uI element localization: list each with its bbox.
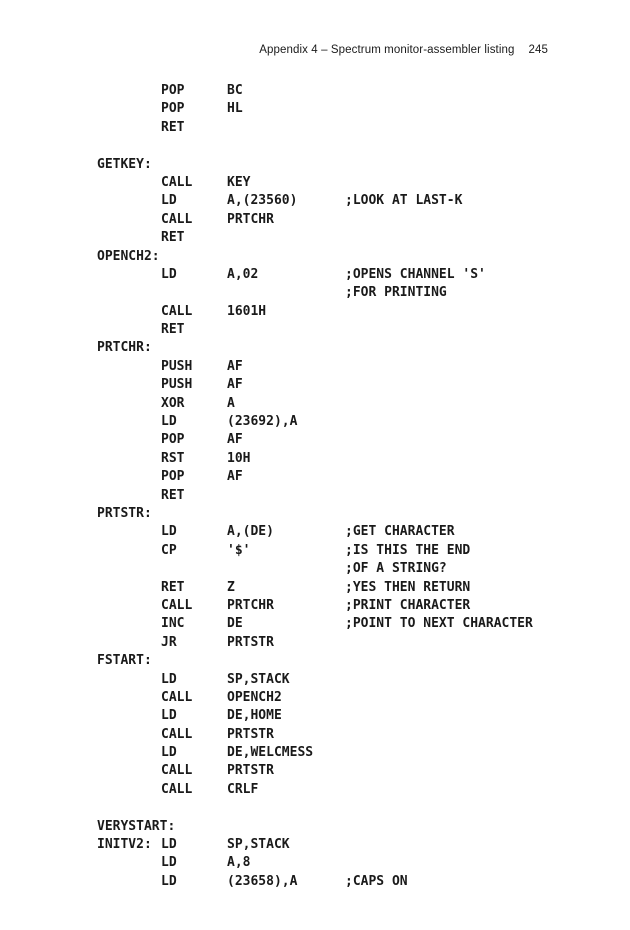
listing-line (0, 560, 630, 578)
comment: ;CAPS ON (345, 873, 408, 889)
opcode: LD (161, 837, 177, 853)
opcode: CALL (161, 303, 193, 319)
opcode: LD (161, 873, 177, 889)
listing-line (0, 523, 630, 541)
opcode: LD (161, 266, 177, 282)
listing-line (0, 339, 630, 357)
opcode: LD (161, 414, 177, 430)
operand: DE (227, 616, 243, 632)
opcode: PUSH (161, 358, 193, 374)
operand: SP,STACK (227, 671, 290, 687)
operand: OPENCH2 (227, 689, 282, 705)
assembler-listing (0, 82, 630, 891)
listing-line (0, 707, 630, 725)
listing-line (0, 284, 630, 302)
comment: ;OF A STRING? (345, 561, 447, 577)
listing-line (0, 799, 630, 817)
operand: AF (227, 377, 243, 393)
opcode: INC (161, 616, 185, 632)
listing-line (0, 156, 630, 174)
listing-line (0, 137, 630, 155)
listing-line (0, 303, 630, 321)
listing-line (0, 781, 630, 799)
opcode: LD (161, 671, 177, 687)
listing-line (0, 579, 630, 597)
opcode: PUSH (161, 377, 193, 393)
comment: ;YES THEN RETURN (345, 579, 471, 595)
operand: CRLF (227, 781, 259, 797)
operand: Z (227, 579, 235, 595)
listing-line (0, 818, 630, 836)
listing-line (0, 119, 630, 137)
listing-line (0, 762, 630, 780)
listing-line (0, 468, 630, 486)
comment: ;LOOK AT LAST-K (345, 193, 463, 209)
operand: HL (227, 101, 243, 117)
listing-line (0, 615, 630, 633)
operand: SP,STACK (227, 837, 290, 853)
listing-line (0, 395, 630, 413)
opcode: POP (161, 469, 185, 485)
listing-line (0, 854, 630, 872)
opcode: RET (161, 119, 185, 135)
listing-line (0, 100, 630, 118)
opcode: POP (161, 83, 185, 98)
operand: (23692),A (227, 414, 298, 430)
opcode: LD (161, 524, 177, 540)
page-header (259, 44, 548, 56)
operand: BC (227, 83, 243, 98)
opcode: POP (161, 101, 185, 117)
opcode: CALL (161, 689, 193, 705)
opcode: LD (161, 745, 177, 761)
listing-line (0, 229, 630, 247)
operand: A,02 (227, 266, 259, 282)
comment: ;GET CHARACTER (345, 524, 455, 540)
listing-line (0, 266, 630, 284)
opcode: CP (161, 542, 177, 558)
code-label: OPENCH2: (97, 248, 160, 264)
code-label: FSTART: (97, 653, 152, 669)
listing-line (0, 505, 630, 523)
opcode: LD (161, 193, 177, 209)
listing-line (0, 634, 630, 652)
operand: PRTSTR (227, 726, 274, 742)
operand: 1601H (227, 303, 267, 319)
operand: PRTCHR (227, 211, 274, 227)
code-label: PRTSTR: (97, 505, 152, 521)
listing-line (0, 836, 630, 854)
comment: ;FOR PRINTING (345, 285, 447, 301)
listing-line (0, 450, 630, 468)
operand: PRTSTR (227, 634, 274, 650)
listing-line (0, 726, 630, 744)
opcode: CALL (161, 763, 193, 779)
opcode: POP (161, 432, 185, 448)
listing-line (0, 652, 630, 670)
listing-line (0, 542, 630, 560)
operand: (23658),A (227, 873, 298, 889)
comment: ;PRINT CHARACTER (345, 597, 471, 613)
operand: KEY (227, 174, 251, 190)
opcode: RET (161, 322, 185, 338)
listing-line (0, 689, 630, 707)
listing-line (0, 192, 630, 210)
listing-line (0, 321, 630, 339)
listing-line (0, 413, 630, 431)
listing-line (0, 211, 630, 229)
running-title: Appendix 4 – Spectrum monitor-assembler listing (259, 44, 515, 56)
listing-line (0, 82, 630, 100)
operand: A,8 (227, 855, 251, 871)
opcode: CALL (161, 174, 193, 190)
opcode: CALL (161, 781, 193, 797)
operand: AF (227, 358, 243, 374)
listing-line (0, 487, 630, 505)
operand: DE,WELCMESS (227, 745, 314, 761)
listing-line (0, 873, 630, 891)
operand: A,(DE) (227, 524, 274, 540)
operand: DE,HOME (227, 708, 282, 724)
operand: '$' (227, 542, 251, 558)
operand: PRTSTR (227, 763, 274, 779)
operand: AF (227, 432, 243, 448)
operand: 10H (227, 450, 251, 466)
operand: A,(23560) (227, 193, 298, 209)
opcode: RST (161, 450, 185, 466)
listing-line (0, 671, 630, 689)
code-label: VERYSTART: (97, 818, 176, 834)
listing-line (0, 174, 630, 192)
opcode: JR (161, 634, 177, 650)
operand: A (227, 395, 235, 411)
opcode: RET (161, 230, 185, 246)
comment: ;OPENS CHANNEL 'S' (345, 266, 486, 282)
opcode: LD (161, 708, 177, 724)
listing-line (0, 376, 630, 394)
code-label: GETKEY: (97, 156, 152, 172)
opcode: CALL (161, 597, 193, 613)
code-label: INITV2: (97, 837, 152, 853)
opcode: XOR (161, 395, 185, 411)
listing-line (0, 744, 630, 762)
comment: ;IS THIS THE END (345, 542, 471, 558)
opcode: RET (161, 487, 185, 503)
code-label: PRTCHR: (97, 340, 152, 356)
listing-line (0, 597, 630, 615)
opcode: CALL (161, 211, 193, 227)
opcode: LD (161, 855, 177, 871)
listing-line (0, 431, 630, 449)
opcode: RET (161, 579, 185, 595)
operand: AF (227, 469, 243, 485)
comment: ;POINT TO NEXT CHARACTER (345, 616, 533, 632)
operand: PRTCHR (227, 597, 274, 613)
opcode: CALL (161, 726, 193, 742)
listing-line (0, 358, 630, 376)
listing-line (0, 248, 630, 266)
page-number: 245 (528, 44, 548, 56)
